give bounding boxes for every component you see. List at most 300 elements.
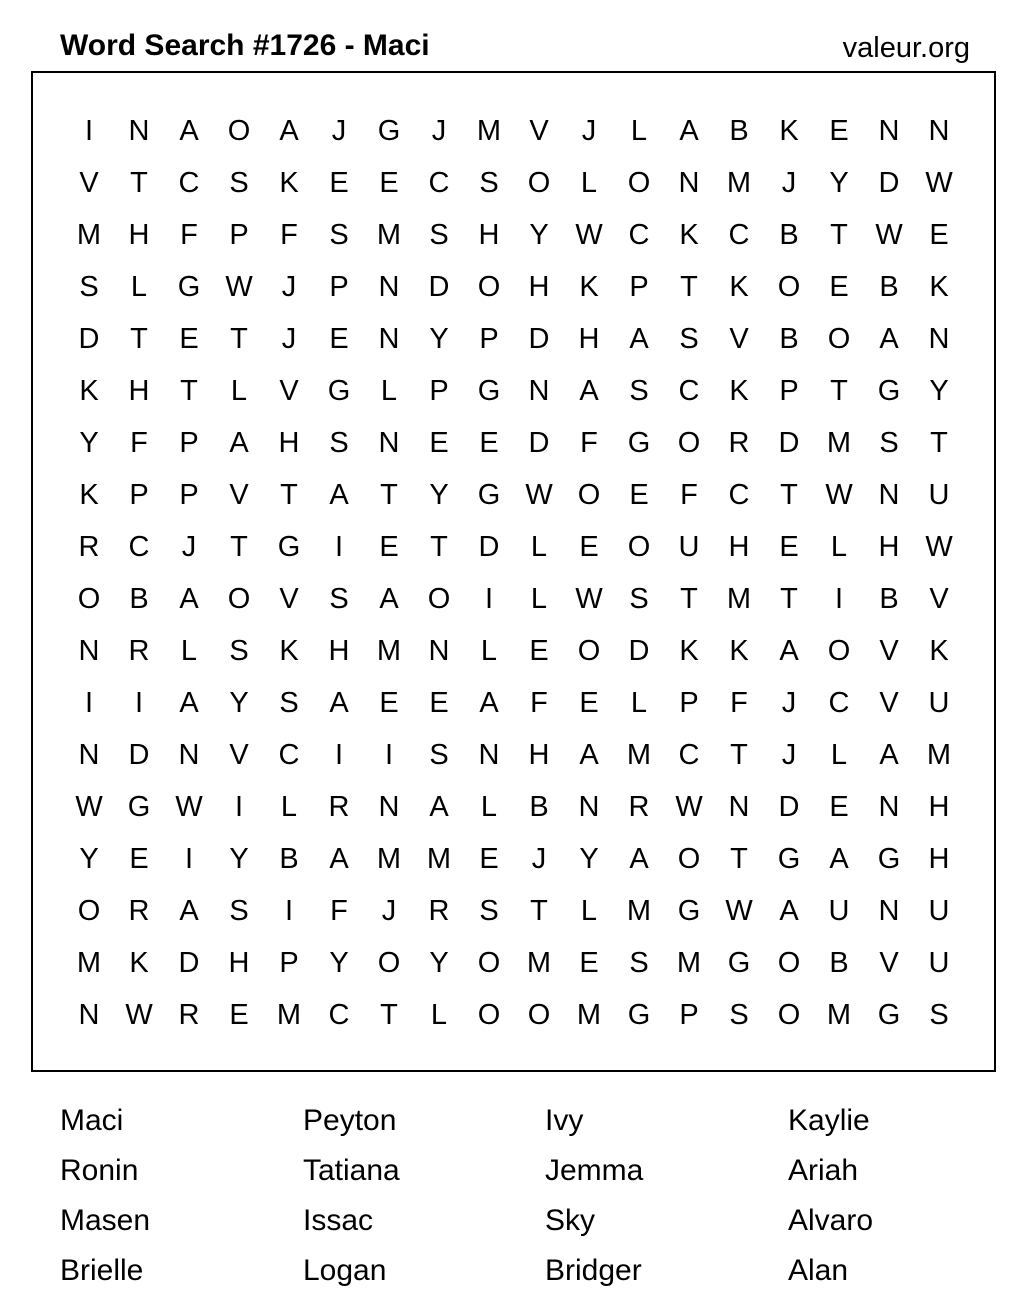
grid-letter: O [477, 947, 501, 979]
grid-letter: O [227, 583, 251, 615]
grid-letter: K [929, 271, 949, 303]
grid-letter: E [829, 791, 849, 823]
grid-letter: N [378, 271, 400, 303]
grid-letter: Y [429, 479, 449, 511]
grid-letter: N [178, 739, 200, 771]
grid-letter: S [479, 895, 499, 927]
grid-letter: Y [429, 323, 449, 355]
grid-letter: U [828, 895, 850, 927]
grid-letter: V [229, 479, 249, 511]
word-list-item: Bridger [545, 1254, 642, 1287]
grid-letter: E [629, 479, 649, 511]
grid-letter: J [331, 115, 347, 147]
grid-letter: R [328, 791, 350, 823]
grid-letter: P [129, 479, 149, 511]
grid-letter: V [729, 323, 749, 355]
grid-letter: J [281, 323, 297, 355]
grid-letter: L [480, 635, 498, 667]
grid-letter: A [779, 895, 799, 927]
grid-letter: H [528, 739, 550, 771]
grid-letter: W [575, 219, 603, 251]
grid-letter: U [928, 479, 950, 511]
grid-letter: H [278, 427, 300, 459]
word-list-item: Maci [60, 1104, 124, 1137]
grid-letter: L [430, 999, 448, 1031]
grid-letter: J [581, 115, 597, 147]
grid-letter: S [629, 583, 649, 615]
grid-row [33, 163, 994, 203]
grid-letter: H [928, 791, 950, 823]
grid-letter: P [779, 375, 799, 407]
grid-letter: T [780, 583, 798, 615]
grid-letter: S [629, 375, 649, 407]
grid-letter: A [679, 115, 699, 147]
grid-row [33, 839, 994, 879]
grid-letter: T [830, 375, 848, 407]
grid-letter: O [827, 635, 851, 667]
grid-letter: J [531, 843, 547, 875]
grid-letter: K [679, 219, 699, 251]
grid-letter: T [680, 583, 698, 615]
grid-letter: B [879, 583, 899, 615]
grid-letter: F [330, 895, 348, 927]
grid-letter: O [527, 167, 551, 199]
grid-letter: D [628, 635, 650, 667]
grid-letter: C [128, 531, 150, 563]
grid-letter: W [175, 791, 203, 823]
grid-letter: W [125, 999, 153, 1031]
grid-letter: T [430, 531, 448, 563]
grid-letter: B [129, 583, 149, 615]
grid-row [33, 943, 994, 983]
grid-row [33, 995, 994, 1035]
grid-letter: M [376, 635, 402, 667]
word-list-item: Brielle [60, 1254, 144, 1287]
grid-letter: N [78, 635, 100, 667]
grid-row [33, 787, 994, 827]
grid-letter: L [530, 531, 548, 563]
grid-letter: N [378, 791, 400, 823]
grid-letter: R [628, 791, 650, 823]
grid-letter: U [928, 687, 950, 719]
grid-letter: O [577, 635, 601, 667]
word-list-item: Masen [60, 1204, 151, 1237]
grid-letter: N [878, 791, 900, 823]
grid-letter: D [478, 531, 500, 563]
grid-letter: E [379, 167, 399, 199]
grid-letter: W [825, 479, 853, 511]
grid-letter: K [279, 635, 299, 667]
grid-letter: N [578, 791, 600, 823]
grid-letter: P [329, 271, 349, 303]
grid-letter: T [380, 999, 398, 1031]
grid-letter: F [530, 687, 548, 719]
grid-letter: H [228, 947, 250, 979]
grid-letter: E [829, 271, 849, 303]
grid-letter: S [229, 895, 249, 927]
grid-letter: A [329, 843, 349, 875]
grid-letter: G [877, 999, 901, 1031]
grid-letter: L [830, 739, 848, 771]
grid-letter: P [479, 323, 499, 355]
grid-letter: K [579, 271, 599, 303]
grid-letter: T [280, 479, 298, 511]
grid-letter: F [130, 427, 148, 459]
grid-letter: T [380, 479, 398, 511]
grid-letter: I [334, 531, 344, 563]
grid-letter: J [281, 271, 297, 303]
grid-letter: V [879, 687, 899, 719]
grid-letter: S [729, 999, 749, 1031]
grid-letter: M [76, 219, 102, 251]
grid-letter: D [778, 427, 800, 459]
grid-letter: A [179, 115, 199, 147]
word-list-item: Logan [303, 1254, 387, 1287]
grid-letter: E [579, 947, 599, 979]
grid-letter: L [230, 375, 248, 407]
grid-letter: R [428, 895, 450, 927]
grid-letter: G [777, 843, 801, 875]
grid-letter: E [329, 323, 349, 355]
grid-letter: O [427, 583, 451, 615]
grid-letter: P [229, 219, 249, 251]
grid-letter: A [629, 323, 649, 355]
grid-letter: K [679, 635, 699, 667]
grid-letter: G [877, 843, 901, 875]
grid-letter: L [630, 687, 648, 719]
grid-letter: U [678, 531, 700, 563]
grid-letter: S [929, 999, 949, 1031]
grid-letter: M [76, 947, 102, 979]
grid-letter: J [781, 687, 797, 719]
grid-letter: F [180, 219, 198, 251]
grid-letter: K [129, 947, 149, 979]
grid-letter: A [879, 739, 899, 771]
grid-letter: T [780, 479, 798, 511]
word-list-item: Ariah [788, 1154, 859, 1187]
grid-letter: B [779, 323, 799, 355]
grid-letter: O [477, 271, 501, 303]
grid-letter: H [128, 375, 150, 407]
grid-letter: S [229, 167, 249, 199]
grid-letter: M [826, 999, 852, 1031]
grid-letter: H [528, 271, 550, 303]
grid-letter: H [878, 531, 900, 563]
grid-letter: E [379, 531, 399, 563]
word-list-item: Alan [788, 1254, 849, 1287]
puzzle-title: Word Search #1726 - Maci [60, 29, 430, 62]
grid-letter: K [79, 479, 99, 511]
grid-letter: T [130, 323, 148, 355]
grid-letter: E [579, 687, 599, 719]
grid-letter: F [680, 479, 698, 511]
word-list-item: Kaylie [788, 1104, 870, 1137]
grid-letter: A [179, 583, 199, 615]
grid-letter: N [478, 739, 500, 771]
grid-letter: Y [229, 843, 249, 875]
grid-letter: B [729, 115, 749, 147]
grid-letter: A [179, 687, 199, 719]
grid-letter: I [84, 115, 94, 147]
grid-letter: E [479, 843, 499, 875]
grid-letter: P [279, 947, 299, 979]
grid-letter: S [329, 427, 349, 459]
grid-letter: V [879, 947, 899, 979]
grid-letter: T [530, 895, 548, 927]
grid-letter: R [78, 531, 100, 563]
grid-letter: B [779, 219, 799, 251]
grid-letter: A [629, 843, 649, 875]
grid-letter: D [878, 167, 900, 199]
grid-letter: N [78, 999, 100, 1031]
grid-letter: O [77, 895, 101, 927]
grid-letter: W [525, 479, 553, 511]
grid-letter: M [426, 843, 452, 875]
grid-letter: V [229, 739, 249, 771]
grid-letter: D [528, 427, 550, 459]
grid-letter: M [626, 739, 652, 771]
grid-letter: B [829, 947, 849, 979]
grid-letter: B [529, 791, 549, 823]
grid-letter: J [431, 115, 447, 147]
grid-letter: C [828, 687, 850, 719]
grid-letter: S [279, 687, 299, 719]
grid-letter: T [230, 323, 248, 355]
grid-letter: T [680, 271, 698, 303]
grid-letter: Y [579, 843, 599, 875]
word-list-item: Tatiana [303, 1154, 400, 1187]
grid-letter: A [429, 791, 449, 823]
word-list-item: Alvaro [788, 1204, 874, 1237]
grid-row [33, 527, 994, 567]
grid-letter: V [879, 635, 899, 667]
grid-letter: O [827, 323, 851, 355]
grid-letter: F [730, 687, 748, 719]
grid-letter: H [128, 219, 150, 251]
grid-letter: V [929, 583, 949, 615]
grid-letter: G [627, 427, 651, 459]
grid-letter: W [675, 791, 703, 823]
grid-row [33, 579, 994, 619]
grid-letter: O [77, 583, 101, 615]
site-name: valeur.org [842, 32, 970, 64]
grid-letter: C [328, 999, 350, 1031]
grid-letter: H [478, 219, 500, 251]
grid-letter: G [377, 115, 401, 147]
grid-letter: M [826, 427, 852, 459]
grid-letter: T [730, 843, 748, 875]
grid-letter: A [779, 635, 799, 667]
grid-letter: N [928, 323, 950, 355]
grid-letter: P [179, 427, 199, 459]
grid-letter: G [677, 895, 701, 927]
grid-letter: I [84, 687, 94, 719]
grid-letter: D [128, 739, 150, 771]
grid-letter: M [576, 999, 602, 1031]
grid-letter: A [829, 843, 849, 875]
grid-letter: K [279, 167, 299, 199]
grid-letter: K [79, 375, 99, 407]
grid-letter: E [529, 635, 549, 667]
grid-letter: O [377, 947, 401, 979]
grid-letter: M [626, 895, 652, 927]
grid-letter: I [334, 739, 344, 771]
word-list-item: Ronin [60, 1154, 139, 1187]
grid-letter: O [577, 479, 601, 511]
grid-letter: Y [79, 427, 99, 459]
grid-letter: E [329, 167, 349, 199]
grid-letter: Y [429, 947, 449, 979]
grid-letter: A [329, 479, 349, 511]
grid-letter: E [179, 323, 199, 355]
grid-letter: E [229, 999, 249, 1031]
grid-letter: S [879, 427, 899, 459]
grid-letter: J [181, 531, 197, 563]
grid-letter: O [777, 271, 801, 303]
grid-letter: L [580, 895, 598, 927]
grid-letter: N [378, 427, 400, 459]
grid-letter: K [729, 635, 749, 667]
grid-letter: K [779, 115, 799, 147]
grid-letter: C [628, 219, 650, 251]
grid-letter: N [128, 115, 150, 147]
grid-letter: Y [79, 843, 99, 875]
grid-letter: R [728, 427, 750, 459]
grid-letter: J [381, 895, 397, 927]
grid-letter: P [679, 687, 699, 719]
grid-row [33, 267, 994, 307]
grid-row [33, 631, 994, 671]
grid-row [33, 319, 994, 359]
grid-letter: D [428, 271, 450, 303]
grid-letter: M [276, 999, 302, 1031]
grid-letter: L [630, 115, 648, 147]
grid-letter: N [728, 791, 750, 823]
grid-letter: O [627, 531, 651, 563]
grid-letter: S [329, 219, 349, 251]
grid-letter: Y [229, 687, 249, 719]
grid-letter: C [728, 219, 750, 251]
grid-letter: H [578, 323, 600, 355]
grid-letter: U [928, 947, 950, 979]
grid-letter: W [925, 531, 953, 563]
word-list-item: Ivy [545, 1104, 584, 1137]
grid-letter: L [280, 791, 298, 823]
grid-letter: L [830, 531, 848, 563]
grid-letter: O [477, 999, 501, 1031]
grid-letter: T [830, 219, 848, 251]
grid-letter: G [477, 375, 501, 407]
grid-letter: O [677, 843, 701, 875]
grid-letter: D [78, 323, 100, 355]
grid-letter: E [579, 531, 599, 563]
grid-letter: N [78, 739, 100, 771]
grid-letter: W [75, 791, 103, 823]
grid-letter: A [379, 583, 399, 615]
grid-letter: H [928, 843, 950, 875]
grid-letter: C [428, 167, 450, 199]
grid-letter: W [225, 271, 253, 303]
grid-letter: A [879, 323, 899, 355]
grid-letter: E [479, 427, 499, 459]
grid-letter: A [279, 115, 299, 147]
word-list-item: Issac [303, 1204, 374, 1237]
grid-letter: C [678, 739, 700, 771]
grid-letter: N [678, 167, 700, 199]
grid-letter: P [179, 479, 199, 511]
grid-letter: S [329, 583, 349, 615]
grid-letter: G [177, 271, 201, 303]
grid-letter: H [728, 531, 750, 563]
grid-letter: W [725, 895, 753, 927]
grid-letter: A [179, 895, 199, 927]
grid-row [33, 423, 994, 463]
grid-letter: V [529, 115, 549, 147]
grid-letter: E [379, 687, 399, 719]
grid-letter: M [526, 947, 552, 979]
grid-letter: A [579, 739, 599, 771]
grid-letter: S [479, 167, 499, 199]
grid-letter: E [779, 531, 799, 563]
grid-letter: M [726, 167, 752, 199]
grid-row [33, 735, 994, 775]
grid-letter: V [279, 375, 299, 407]
grid-row [33, 891, 994, 931]
grid-letter: M [726, 583, 752, 615]
grid-letter: M [376, 219, 402, 251]
grid-letter: U [928, 895, 950, 927]
grid-letter: P [429, 375, 449, 407]
grid-row [33, 111, 994, 151]
grid-letter: M [676, 947, 702, 979]
grid-letter: T [230, 531, 248, 563]
grid-letter: Y [329, 947, 349, 979]
grid-letter: N [528, 375, 550, 407]
grid-letter: E [929, 219, 949, 251]
grid-letter: O [777, 999, 801, 1031]
grid-letter: Y [929, 375, 949, 407]
grid-letter: G [477, 479, 501, 511]
grid-letter: L [130, 271, 148, 303]
grid-letter: T [180, 375, 198, 407]
grid-letter: I [484, 583, 494, 615]
letter-grid [33, 73, 994, 1070]
grid-letter: H [328, 635, 350, 667]
grid-letter: L [530, 583, 548, 615]
grid-letter: O [677, 427, 701, 459]
grid-letter: K [729, 271, 749, 303]
grid-letter: S [429, 739, 449, 771]
grid-letter: E [429, 687, 449, 719]
grid-letter: S [79, 271, 99, 303]
grid-letter: F [580, 427, 598, 459]
grid-letter: N [378, 323, 400, 355]
grid-letter: M [376, 843, 402, 875]
grid-letter: L [180, 635, 198, 667]
word-list-item: Jemma [545, 1154, 644, 1187]
grid-letter: K [729, 375, 749, 407]
word-list-item: Sky [545, 1204, 596, 1237]
grid-letter: I [134, 687, 144, 719]
grid-letter: A [329, 687, 349, 719]
grid-letter: J [781, 167, 797, 199]
grid-row [33, 683, 994, 723]
grid-letter: N [878, 115, 900, 147]
grid-letter: P [629, 271, 649, 303]
grid-letter: Y [529, 219, 549, 251]
grid-letter: O [227, 115, 251, 147]
grid-row [33, 371, 994, 411]
